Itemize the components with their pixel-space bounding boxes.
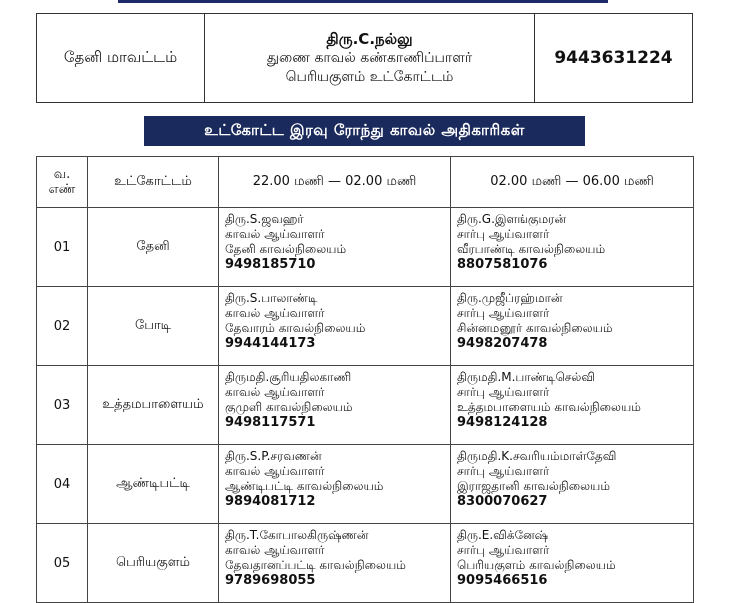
officer-station: தேனி காவல்நிலையம் [225,242,347,256]
table-row [37,287,694,366]
officer-name: திரு.E.விக்னேஷ் [457,528,549,542]
officer-name: திருமதி.K.சவரியம்மாள்தேவி [457,449,617,463]
header-box [36,13,693,103]
officer-name: திரு.S.பாலாண்டி [225,291,318,305]
table-row [37,208,694,287]
officer-rank: காவல் ஆய்வாளர் [225,543,325,557]
section-banner: உட்கோட்ட இரவு ரோந்து காவல் அதிகாரிகள் [144,116,585,146]
shift2-officer [451,366,694,445]
row-serial: 03 [37,366,88,445]
officer-name: திருமதி.M.பாண்டிசெல்வி [457,370,596,384]
officer-rank: காவல் ஆய்வாளர் [225,385,325,399]
top-rule [118,0,608,3]
officer-phone: 9443631224 [554,48,673,68]
row-subdivision: உத்தமபாளையம் [88,366,219,445]
officer-phone: 9498207478 [457,336,548,351]
officer-block [205,14,535,102]
officer-name: திரு.G.இளங்குமரன் [457,212,566,226]
row-subdivision: போடி [88,287,219,366]
officer-name: திரு.S.ஜவஹர் [225,212,304,226]
header-serial-no [37,157,88,208]
officer-station: உத்தமபாளையம் காவல்நிலையம் [457,400,641,414]
officer-rank: சார்பு ஆய்வாளர் [457,543,550,557]
officer-rank: சார்பு ஆய்வாளர் [457,385,550,399]
shift1-officer [219,366,451,445]
shift1-officer [219,287,451,366]
officer-station: இராஜதானி காவல்நிலையம் [457,479,610,493]
officer-rank: காவல் ஆய்வாளர் [225,464,325,478]
officer-rank: சார்பு ஆய்வாளர் [457,306,550,320]
officer-phone: 9789698055 [225,573,316,588]
officer-phone: 9095466516 [457,573,548,588]
officer-station: ஆண்டிபட்டி காவல்நிலையம் [225,479,384,493]
officer-station: தேவாரம் காவல்நிலையம் [225,321,366,335]
officer-rank: சார்பு ஆய்வாளர் [457,464,550,478]
officer-name: திரு.C.நல்லு [326,29,413,48]
officer-phone: 9944144173 [225,336,316,351]
table-row [37,366,694,445]
shift1-officer [219,445,451,524]
officer-phone: 8300070627 [457,494,548,509]
officer-unit: பெரியகுளம் உட்கோட்டம் [285,68,454,85]
officer-station: தேவதானப்பட்டி காவல்நிலையம் [225,558,406,572]
table-header-row [37,157,694,208]
row-serial: 04 [37,445,88,524]
officer-name: திருமதி.சூரியதிலகாணி [225,370,352,384]
header-shift-2: 02.00 மணி — 06.00 மணி [451,157,694,208]
header-subdivision: உட்கோட்டம் [88,157,219,208]
row-subdivision: பெரியகுளம் [88,524,219,603]
header-shift-1: 22.00 மணி — 02.00 மணி [219,157,451,208]
shift1-officer [219,208,451,287]
shift2-officer [451,287,694,366]
officer-name: திரு.T.கோபாலகிருஷ்ணன் [225,528,369,542]
district-name: தேனி மாவட்டம் [37,14,205,102]
officer-station: பெரியகுளம் காவல்நிலையம் [457,558,616,572]
officer-phone: 9498117571 [225,415,316,430]
officer-rank: காவல் ஆய்வாளர் [225,306,325,320]
officer-name: திரு.S.P.சரவணன் [225,449,322,463]
officer-rank: துணை காவல் கண்காணிப்பாளர் [266,49,473,66]
officer-station: குமுளி காவல்நிலையம் [225,400,353,414]
row-serial: 05 [37,524,88,603]
patrol-table [36,156,694,603]
row-serial: 02 [37,287,88,366]
officer-station: சின்னமனூர் காவல்நிலையம் [457,321,613,335]
officer-phone: 8807581076 [457,257,548,272]
row-subdivision: தேனி [88,208,219,287]
officer-name: திரு.முஜீப்ரஹ்மான் [457,291,563,305]
officer-station: வீரபாண்டி காவல்நிலையம் [457,242,606,256]
table-row [37,445,694,524]
header-serial-line1: வ. [53,167,71,182]
officer-rank: சார்பு ஆய்வாளர் [457,227,550,241]
shift2-officer [451,208,694,287]
officer-phone: 9894081712 [225,494,316,509]
shift2-officer [451,445,694,524]
header-serial-line2: எண் [48,182,76,197]
row-serial: 01 [37,208,88,287]
officer-phone: 9498185710 [225,257,316,272]
officer-phone: 9498124128 [457,415,548,430]
row-subdivision: ஆண்டிபட்டி [88,445,219,524]
officer-rank: காவல் ஆய்வாளர் [225,227,325,241]
